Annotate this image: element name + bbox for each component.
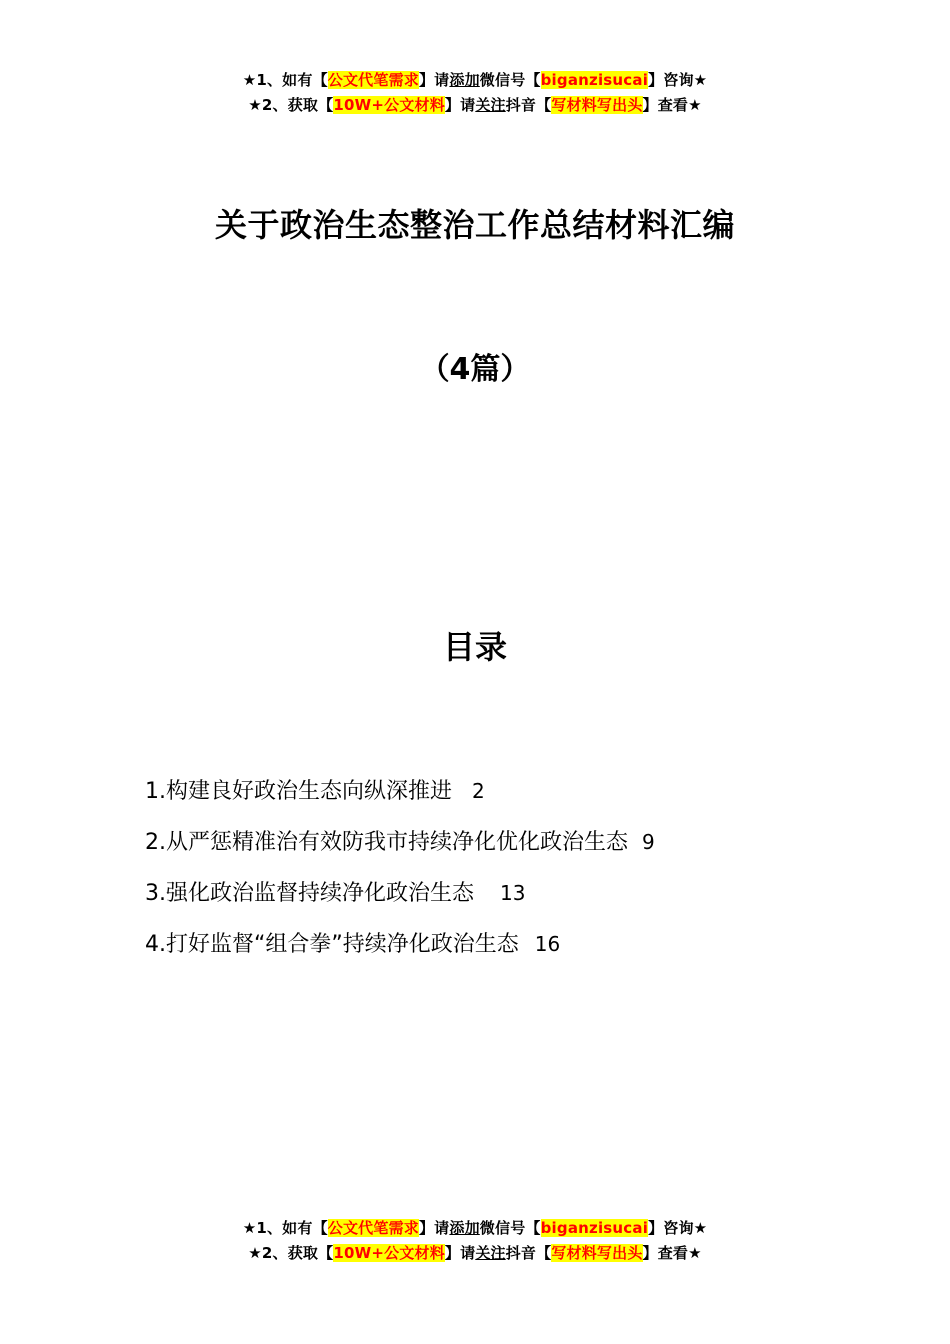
toc-item-page: 13 [500,881,526,905]
table-of-contents [145,766,845,970]
banner-text: 抖音【 [505,1244,552,1262]
toc-item-label: 4.打好监督“组合拳”持续净化政治生态 [145,932,519,957]
banner-line-2 [0,1241,950,1266]
toc-item[interactable] [145,868,845,919]
header-banner [0,68,950,118]
banner-text: 微信号【 [479,71,541,89]
toc-item-label: 2.从严惩精准治有效防我市持续净化优化政治生态 [145,830,628,855]
banner-text: 】查看★ [642,1244,702,1262]
toc-heading: 目录 [442,628,507,666]
banner-text: 】请 [444,96,476,114]
toc-item-page: 2 [472,779,485,803]
toc-item[interactable] [145,817,845,868]
toc-item-label: 3.强化政治监督持续净化政治生态 [145,881,474,906]
banner-text: 抖音【 [505,96,552,114]
banner-wechat-id: biganzisucai [540,71,649,89]
banner-line-1 [0,68,950,93]
banner-underline: 关注 [475,1244,506,1262]
banner-douyin-id: 写材料写出头 [551,1244,643,1262]
banner-underline: 添加 [449,71,480,89]
banner-douyin-id: 写材料写出头 [551,96,643,114]
document-count: （4篇） [419,352,531,387]
toc-item-page: 9 [642,830,655,854]
banner-text: 微信号【 [479,1219,541,1237]
toc-item[interactable] [145,766,845,817]
banner-text: 】咨询★ [648,71,708,89]
banner-highlight: 公文代笔需求 [327,1219,419,1237]
banner-text: 】请 [418,71,450,89]
toc-item-page: 16 [534,932,561,956]
banner-line-1 [0,1216,950,1241]
toc-item-label: 1.构建良好政治生态向纵深推进 [145,779,452,804]
banner-wechat-id: biganzisucai [540,1219,649,1237]
banner-text: ★1、如有【 [242,1219,328,1237]
banner-text: ★1、如有【 [242,71,328,89]
banner-text: 】请 [444,1244,476,1262]
document-title: 关于政治生态整治工作总结材料汇编 [214,206,735,244]
banner-text: 】请 [418,1219,450,1237]
banner-underline: 关注 [475,96,506,114]
banner-text: ★2、获取【 [248,96,334,114]
banner-highlight: 公文代笔需求 [327,71,419,89]
toc-item[interactable] [145,919,845,970]
banner-text: 】查看★ [642,96,702,114]
banner-line-2 [0,93,950,118]
banner-highlight: 10W+公文材料 [333,96,445,114]
banner-underline: 添加 [449,1219,480,1237]
banner-text: ★2、获取【 [248,1244,334,1262]
banner-highlight: 10W+公文材料 [333,1244,445,1262]
footer-banner [0,1216,950,1266]
banner-text: 】咨询★ [648,1219,708,1237]
